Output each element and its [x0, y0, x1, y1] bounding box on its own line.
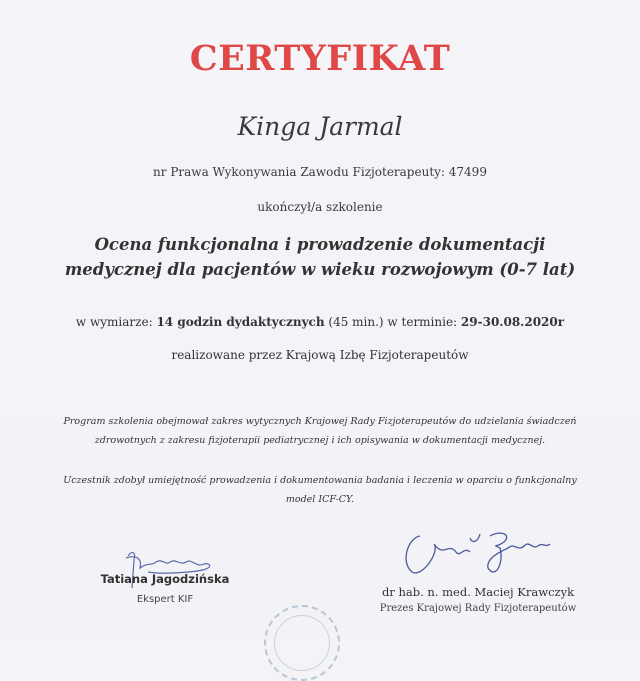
signature-right	[368, 585, 588, 614]
signer-right-name: dr hab. n. med. Maciej Krawczyk	[381, 585, 575, 599]
recipient-name: Kinga Jarmal	[237, 112, 403, 141]
scope-hours: 14 godzin dydaktycznych	[156, 315, 325, 329]
completed-label: ukończył/a szkolenie	[257, 200, 383, 214]
course-scope	[0, 315, 640, 329]
program-description: Program szkolenia obejmował zakres wytycznych Krajowej Rady Fizjoterapeutów do udzielania świadczeń zdrowotnych z zakresu fizjoterapii pediatrycznej i ich opisywania w dokumentacji medycznej.	[63, 416, 577, 446]
course-title	[0, 232, 640, 282]
signer-left-name: Tatiana Jagodzińska	[100, 572, 230, 586]
scope-prefix: w wymiarze:	[75, 315, 157, 329]
official-stamp-icon	[264, 605, 340, 681]
signer-left-role: Ekspert KIF	[136, 594, 194, 605]
course-title-line2: medycznej dla pacjentów w wieku rozwojowym (0-7 lat)	[64, 260, 576, 279]
scope-dates: 29-30.08.2020r	[460, 315, 565, 329]
certificate-title: CERTYFIKAT	[189, 38, 451, 79]
outcome-description: Uczestnik zdobył umiejętność prowadzenia i dokumentowania badania i leczenia w oparciu o funkcjonalny model ICF-CY.	[63, 475, 577, 505]
signature-left	[90, 572, 240, 605]
course-title-line1: Ocena funkcjonalna i prowadzenie dokumentacji	[94, 235, 546, 254]
organizer: realizowane przez Krajową Izbę Fizjoterapeutów	[171, 348, 469, 362]
signer-right-role: Prezes Krajowej Rady Fizjoterapeutów	[379, 603, 577, 614]
signature-right-icon	[400, 522, 560, 584]
scope-minutes: (45 min.) w terminie:	[324, 315, 461, 329]
license-number: nr Prawa Wykonywania Zawodu Fizjoterapeuty: 47499	[153, 165, 487, 179]
